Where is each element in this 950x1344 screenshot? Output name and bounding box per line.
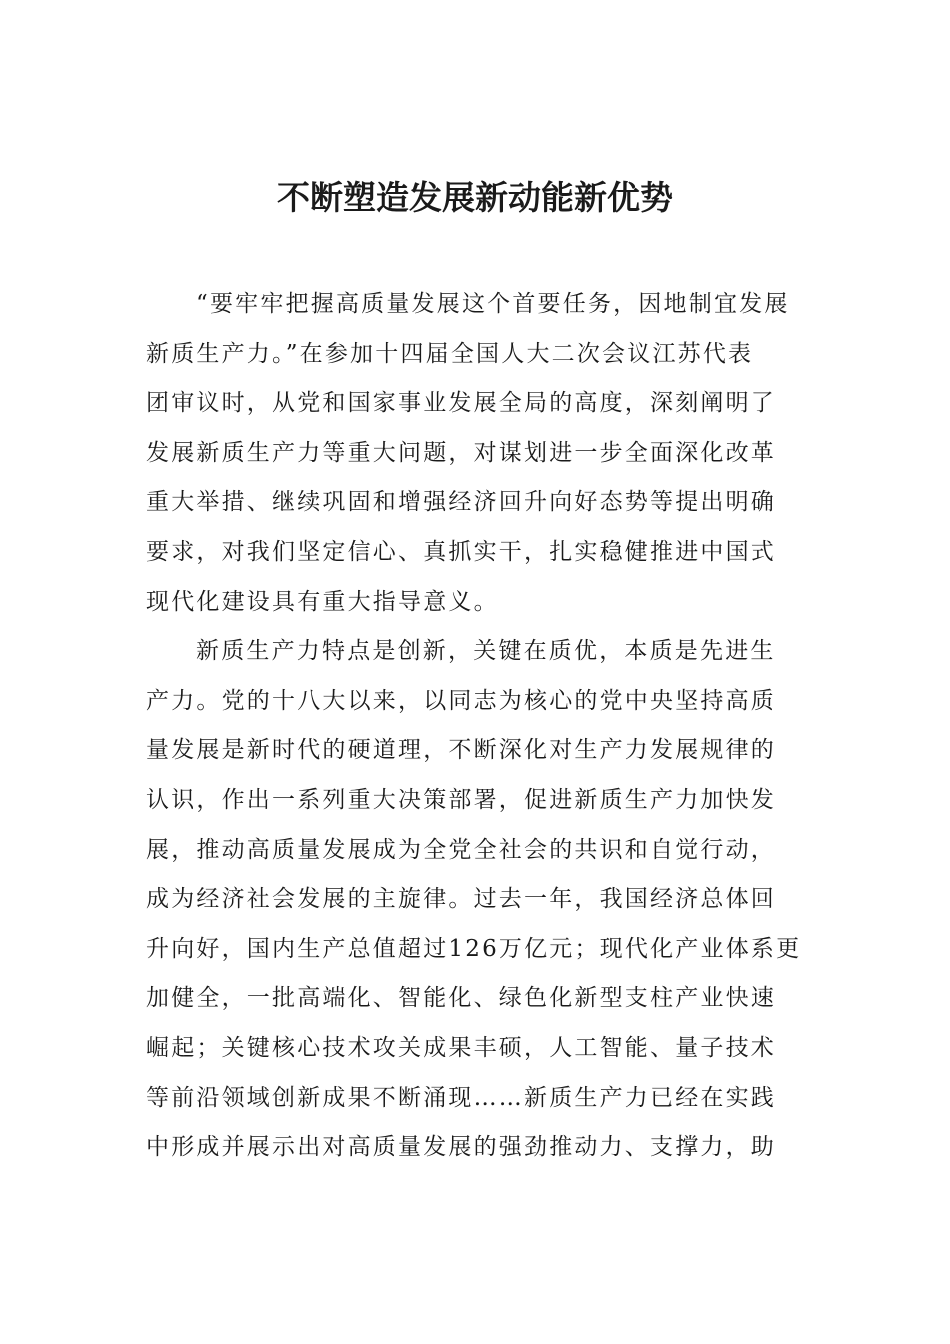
paragraph-2-line-6: 成为经济社会发展的主旋律。过去一年，我国经济总体回 bbox=[146, 886, 776, 913]
paragraph-1-line-3: 团审议时，从党和国家事业发展全局的高度，深刻阐明了 bbox=[146, 390, 776, 417]
paragraph-2-line-5: 展，推动高质量发展成为全党全社会的共识和自觉行动， bbox=[146, 836, 776, 863]
document-title: 不断塑造发展新动能新优势 bbox=[277, 178, 673, 217]
paragraph-2-line-3: 量发展是新时代的硬道理，不断深化对生产力发展规律的 bbox=[146, 737, 776, 764]
paragraph-2-line-11: 中形成并展示出对高质量发展的强劲推动力、支撑力，助 bbox=[146, 1134, 776, 1161]
paragraph-2-line-7: 升向好，国内生产总值超过126万亿元；现代化产业体系更 bbox=[146, 935, 802, 962]
paragraph-1-line-5: 重大举措、继续巩固和增强经济回升向好态势等提出明确 bbox=[146, 489, 776, 516]
paragraph-2-line-1: 新质生产力特点是创新，关键在质优，本质是先进生 bbox=[196, 638, 776, 665]
document-body bbox=[146, 280, 826, 1173]
paragraph-2-line-2: 产力。党的十八大以来，以同志为核心的党中央坚持高质 bbox=[146, 687, 776, 714]
paragraph-2-line-4: 认识，作出一系列重大决策部署，促进新质生产力加快发 bbox=[146, 786, 776, 813]
paragraph-1-line-2: 新质生产力。”在参加十四届全国人大二次会议江苏代表 bbox=[146, 340, 754, 367]
paragraph-1-line-4: 发展新质生产力等重大问题，对谋划进一步全面深化改革 bbox=[146, 439, 776, 466]
paragraph-2-line-10: 等前沿领域创新成果不断涌现……新质生产力已经在实践 bbox=[146, 1084, 776, 1111]
paragraph-1-line-7: 现代化建设具有重大指导意义。 bbox=[146, 588, 499, 615]
paragraph-2-line-8: 加健全，一批高端化、智能化、绿色化新型支柱产业快速 bbox=[146, 985, 776, 1012]
paragraph-1-line-1: “要牢牢把握高质量发展这个首要任务，因地制宜发展 bbox=[196, 291, 790, 317]
paragraph-2-line-9: 崛起；关键核心技术攻关成果丰硕，人工智能、量子技术 bbox=[146, 1034, 776, 1061]
paragraph-1-line-6: 要求，对我们坚定信心、真抓实干，扎实稳健推进中国式 bbox=[146, 538, 776, 565]
